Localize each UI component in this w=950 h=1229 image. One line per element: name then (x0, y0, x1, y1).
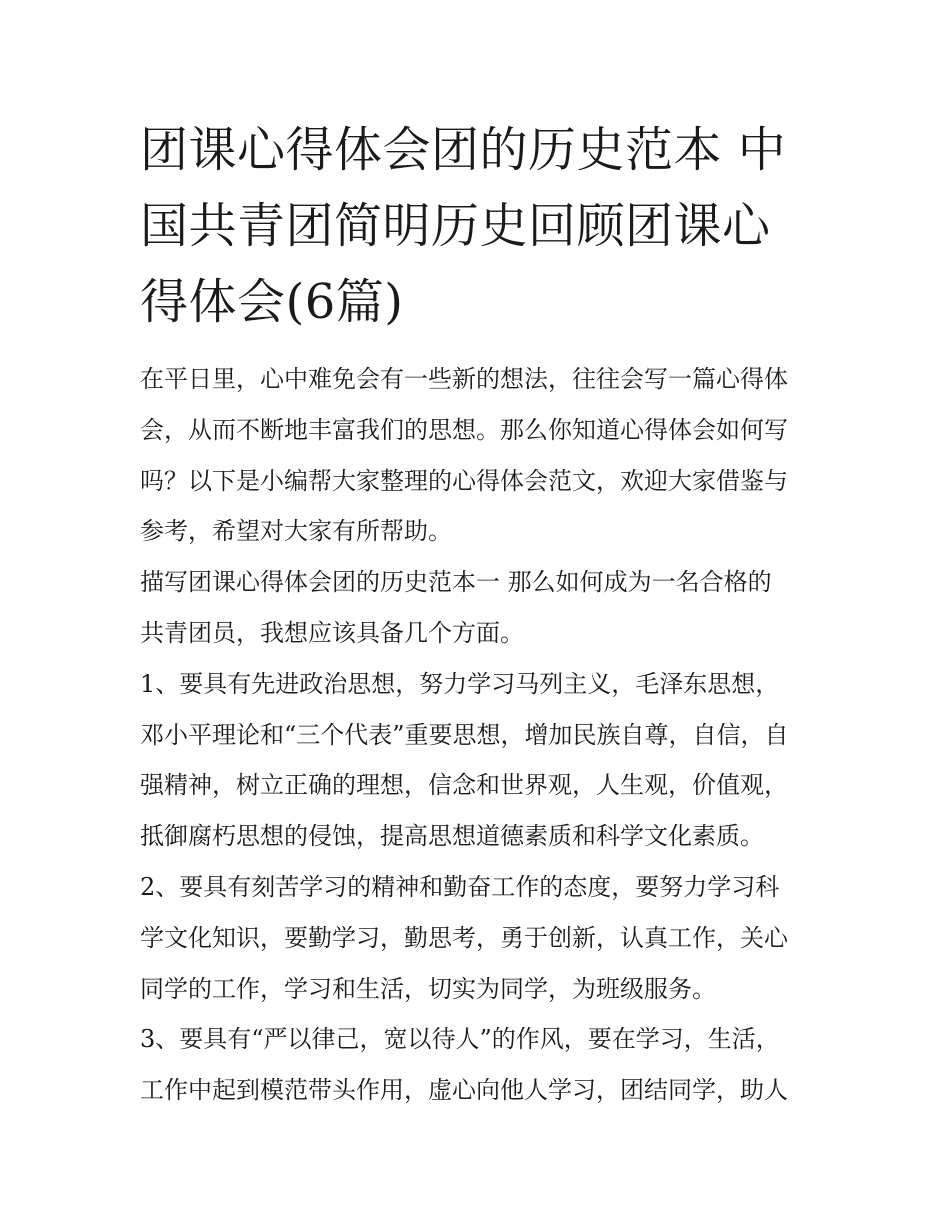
point-1-paragraph (140, 659, 812, 862)
text-line: 邓小平理论和“三个代表”重要思想，增加民族自尊，自信，自 (140, 720, 789, 749)
text-line: 学文化知识，要勤学习，勤思考，勇于创新，认真工作，关心 (140, 923, 788, 952)
title-line: 得体会(6篇) (140, 274, 404, 330)
intro-paragraph (140, 354, 812, 557)
text-line: 同学的工作，学习和生活，切实为同学，为班级服务。 (140, 974, 716, 1003)
title-line: 团课心得体会团的历史范本 中 (140, 122, 787, 178)
text-line: 参考，希望对大家有所帮助。 (140, 517, 452, 546)
text-line: 会，从而不断地丰富我们的思想。那么你知道心得体会如何写 (140, 415, 788, 444)
point-2-paragraph (140, 862, 812, 1014)
document-title (140, 112, 812, 340)
text-line: 1、要具有先进政治思想，努力学习马列主义，毛泽东思想， (140, 669, 780, 698)
point-3-paragraph (140, 1014, 812, 1116)
text-line: 3、要具有“严以律己，宽以待人”的作风，要在学习，生活， (140, 1025, 780, 1054)
text-line: 在平日里，心中难免会有一些新的想法，往往会写一篇心得体 (140, 365, 788, 393)
text-line: 共青团员，我想应该具备几个方面。 (140, 618, 524, 647)
section-intro-paragraph (140, 557, 812, 659)
text-line: 吗？以下是小编帮大家整理的心得体会范文，欢迎大家借鉴与 (140, 466, 788, 495)
text-line: 抵御腐朽思想的侵蚀，提高思想道德素质和科学文化素质。 (140, 822, 764, 851)
text-line: 描写团课心得体会团的历史范本一 那么如何成为一名合格的 (140, 568, 772, 597)
document-page (140, 112, 812, 1116)
text-line: 强精神，树立正确的理想，信念和世界观，人生观，价值观， (140, 771, 788, 800)
document-body (140, 354, 812, 1116)
title-line: 国共青团简明历史回顾团课心 (140, 198, 771, 254)
text-line: 工作中起到模范带头作用，虚心向他人学习，团结同学，助人 (140, 1076, 788, 1105)
text-line: 2、要具有刻苦学习的精神和勤奋工作的态度，要努力学习科 (140, 872, 780, 901)
